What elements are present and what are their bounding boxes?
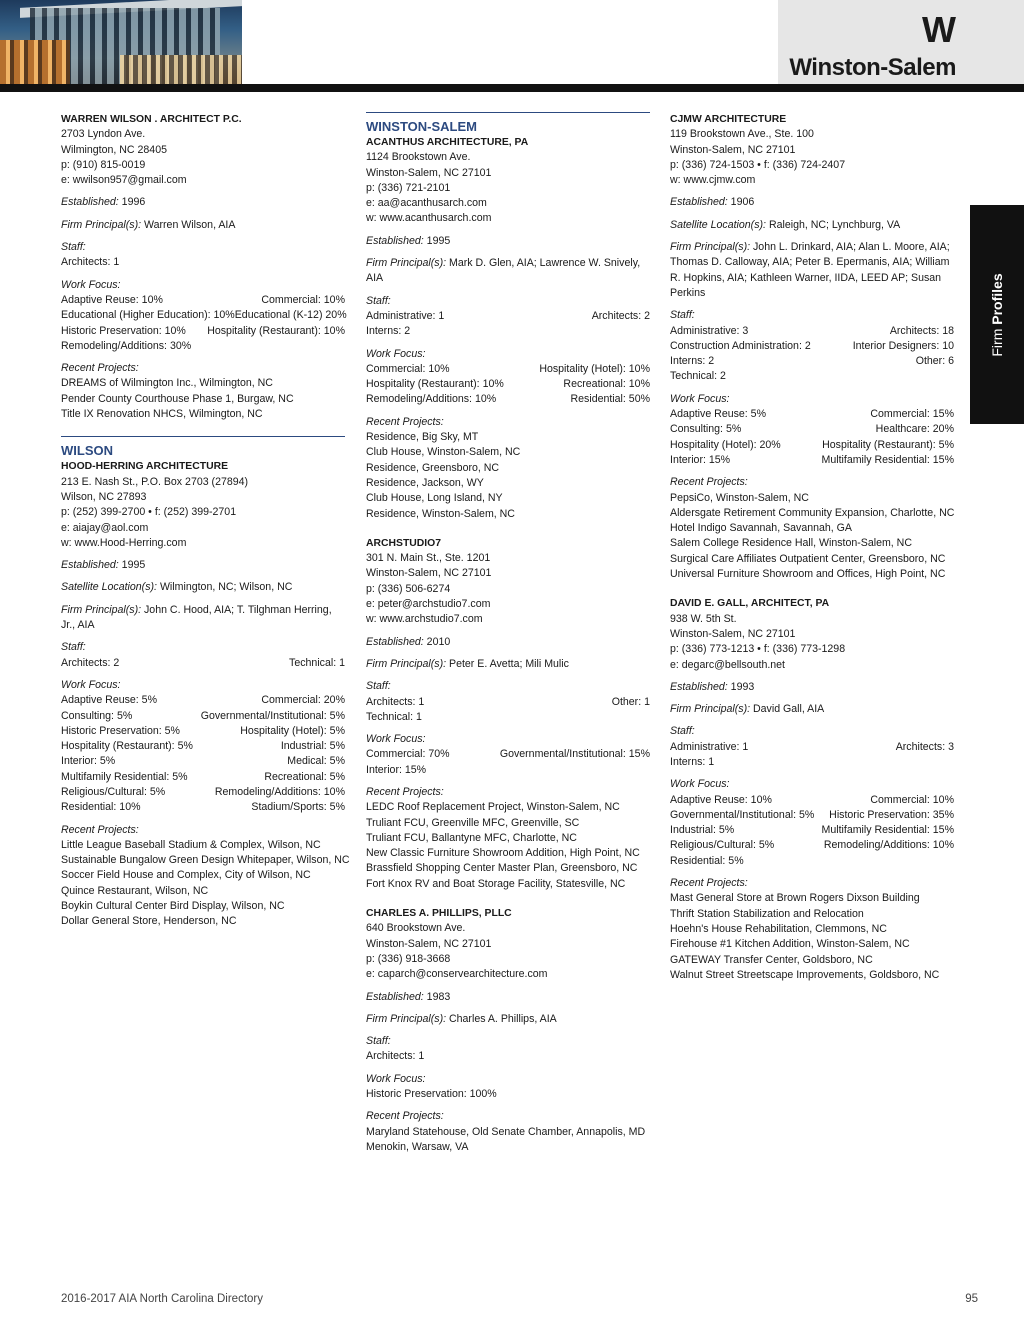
established-value: 1906 bbox=[730, 196, 755, 209]
work-focus-row bbox=[61, 724, 345, 739]
staff-row bbox=[366, 695, 650, 710]
work-focus-section bbox=[61, 278, 345, 354]
staff-label: Staff: bbox=[670, 725, 695, 738]
column-1 bbox=[61, 112, 350, 944]
staff-right: Other: 6 bbox=[915, 355, 954, 368]
staff-left: Interns: 2 bbox=[366, 325, 411, 338]
firm-entry bbox=[366, 536, 650, 892]
project-item: Club House, Long Island, NY bbox=[366, 492, 503, 505]
project-item: Truliant FCU, Ballantyne MFC, Charlotte, NC bbox=[366, 831, 577, 844]
project-item: Mast General Store at Brown Rogers Dixson Building bbox=[670, 892, 920, 905]
work-focus-row bbox=[670, 838, 954, 853]
column-2 bbox=[366, 112, 650, 1169]
work-focus-label: Work Focus: bbox=[61, 678, 121, 691]
established bbox=[366, 990, 650, 1005]
project-item: Hotel Indigo Savannah, Savannah, GA bbox=[670, 522, 852, 535]
project-item: Residence, Big Sky, MT bbox=[366, 431, 479, 444]
contact-line: w: www.archstudio7.com bbox=[366, 613, 483, 626]
contact-line: Winston-Salem, NC 27101 bbox=[670, 143, 796, 156]
contact-line: e: aa@acanthusarch.com bbox=[366, 197, 487, 210]
work-focus-right: Hospitality (Restaurant): 10% bbox=[207, 324, 345, 337]
staff-label: Staff: bbox=[61, 641, 86, 654]
contact-line: w: www.cjmw.com bbox=[670, 174, 756, 187]
project-item: Salem College Residence Hall, Winston-Salem, NC bbox=[670, 537, 912, 550]
work-focus-row bbox=[61, 770, 345, 785]
work-focus-left: Historic Preservation: 10% bbox=[61, 324, 186, 337]
work-focus-left: Hospitality (Restaurant): 5% bbox=[61, 740, 193, 753]
project-item: Quince Restaurant, Wilson, NC bbox=[61, 884, 209, 897]
work-focus-left: Adaptive Reuse: 5% bbox=[670, 408, 766, 421]
staff-row bbox=[366, 1049, 650, 1064]
recent-projects-section bbox=[670, 876, 954, 983]
firm-principals-label: Firm Principal(s): bbox=[670, 241, 751, 254]
project-item: Title IX Renovation NHCS, Wilmington, NC bbox=[61, 408, 263, 421]
work-focus-left: Interior: 5% bbox=[61, 755, 116, 768]
work-focus-left: Interior: 15% bbox=[670, 453, 731, 466]
work-focus-row bbox=[366, 377, 650, 392]
contact-line: p: (336) 721-2101 bbox=[366, 181, 451, 194]
project-item: PepsiCo, Winston-Salem, NC bbox=[670, 491, 809, 504]
recent-projects-label: Recent Projects: bbox=[61, 823, 139, 836]
established-value: 1995 bbox=[121, 559, 146, 572]
contact-line: Wilson, NC 27893 bbox=[61, 490, 147, 503]
work-focus-row bbox=[670, 808, 954, 823]
staff-section bbox=[61, 640, 345, 671]
recent-projects-section bbox=[670, 475, 954, 582]
contact-line: p: (336) 506-6274 bbox=[366, 582, 451, 595]
side-tab-word2: Profiles bbox=[989, 272, 1005, 325]
firm-principals-value: John C. Hood, AIA; T. Tilghman Herring, Jr., AIA bbox=[61, 603, 332, 632]
work-focus-label: Work Focus: bbox=[670, 778, 730, 791]
work-focus-right: Commercial: 10% bbox=[870, 793, 954, 806]
project-item: Residence, Winston-Salem, NC bbox=[366, 507, 515, 520]
staff-section bbox=[670, 308, 954, 384]
firm-entry bbox=[366, 906, 650, 1155]
work-focus-left: Religious/Cultural: 5% bbox=[670, 839, 775, 852]
firm-entry bbox=[61, 459, 350, 929]
firm-principals-value: Warren Wilson, AIA bbox=[144, 218, 236, 231]
work-focus-section bbox=[366, 347, 650, 408]
established bbox=[366, 234, 650, 249]
work-focus-row bbox=[670, 422, 954, 437]
contact-line: p: (252) 399-2700 • f: (252) 399-2701 bbox=[61, 506, 237, 519]
contact-line: p: (336) 918-3668 bbox=[366, 952, 451, 965]
staff-label: Staff: bbox=[366, 294, 391, 307]
firm-principals bbox=[366, 1012, 650, 1027]
contact-line: p: (910) 815-0019 bbox=[61, 158, 146, 171]
section-letter: W bbox=[922, 9, 956, 50]
work-focus-row bbox=[61, 308, 345, 323]
staff-section bbox=[61, 240, 345, 271]
project-item: Pender County Courthouse Phase 1, Burgaw, NC bbox=[61, 392, 294, 405]
work-focus-left: Multifamily Residential: 5% bbox=[61, 770, 188, 783]
project-item: Residence, Jackson, WY bbox=[366, 476, 484, 489]
established-value: 1995 bbox=[426, 234, 451, 247]
satellite-locations-label: Satellite Location(s): bbox=[670, 218, 766, 231]
work-focus-right: Multifamily Residential: 15% bbox=[821, 824, 954, 837]
staff-row bbox=[61, 656, 345, 671]
contact-line: e: wwilson957@gmail.com bbox=[61, 174, 187, 187]
contact-line: e: peter@archstudio7.com bbox=[366, 598, 491, 611]
firm-principals-label: Firm Principal(s): bbox=[670, 703, 751, 716]
firm-name: CJMW ARCHITECTURE bbox=[670, 114, 787, 125]
work-focus-left: Historic Preservation: 5% bbox=[61, 724, 180, 737]
project-item: Menokin, Warsaw, VA bbox=[366, 1140, 469, 1153]
work-focus-right: Hospitality (Hotel): 5% bbox=[240, 724, 345, 737]
established bbox=[670, 680, 954, 695]
recent-projects-label: Recent Projects: bbox=[366, 785, 444, 798]
work-focus-left: Hospitality (Restaurant): 10% bbox=[366, 378, 504, 391]
work-focus-row bbox=[670, 823, 954, 838]
work-focus-right: Medical: 5% bbox=[287, 755, 345, 768]
firm-principals-label: Firm Principal(s): bbox=[61, 218, 142, 231]
staff-row bbox=[670, 755, 954, 770]
work-focus-row bbox=[61, 324, 345, 339]
staff-label: Staff: bbox=[366, 680, 391, 693]
staff-left: Administrative: 1 bbox=[670, 740, 749, 753]
project-item: Universal Furniture Showroom and Offices, High Point, NC bbox=[670, 568, 946, 581]
contact-line: e: aiajay@aol.com bbox=[61, 521, 149, 534]
established-label: Established: bbox=[366, 234, 424, 247]
project-item: LEDC Roof Replacement Project, Winston-Salem, NC bbox=[366, 801, 620, 814]
firm-name: WARREN WILSON . ARCHITECT P.C. bbox=[61, 114, 242, 125]
work-focus-row bbox=[61, 693, 345, 708]
contact-line: 2703 Lyndon Ave. bbox=[61, 128, 146, 141]
established bbox=[670, 195, 954, 210]
work-focus-right: Hospitality (Hotel): 10% bbox=[539, 362, 650, 375]
project-item: Surgical Care Affiliates Outpatient Center, Greensboro, NC bbox=[670, 552, 946, 565]
firm-profiles-tab bbox=[970, 205, 1024, 424]
work-focus-row bbox=[670, 793, 954, 808]
work-focus-right: Remodeling/Additions: 10% bbox=[214, 785, 345, 798]
firm-principals-label: Firm Principal(s): bbox=[366, 1012, 447, 1025]
recent-projects-section bbox=[61, 823, 350, 930]
work-focus-row bbox=[61, 739, 345, 754]
project-item: Residence, Greensboro, NC bbox=[366, 461, 500, 474]
work-focus-right: Hospitality (Restaurant): 5% bbox=[822, 438, 954, 451]
project-item: New Classic Furniture Showroom Addition, High Point, NC bbox=[366, 847, 640, 860]
project-item: Fort Knox RV and Boat Storage Facility, Statesville, NC bbox=[366, 877, 626, 890]
work-focus-left: Adaptive Reuse: 5% bbox=[61, 694, 157, 707]
satellite-locations-value: Raleigh, NC; Lynchburg, VA bbox=[768, 218, 901, 231]
work-focus-right: Commercial: 15% bbox=[870, 408, 954, 421]
work-focus-right: Commercial: 20% bbox=[261, 694, 345, 707]
project-item: Little League Baseball Stadium & Complex, Wilson, NC bbox=[61, 838, 321, 851]
established-label: Established: bbox=[670, 196, 728, 209]
project-item: Brassfield Shopping Center Master Plan, Greensboro, NC bbox=[366, 862, 638, 875]
contact-line: 213 E. Nash St., P.O. Box 2703 (27894) bbox=[61, 475, 249, 488]
work-focus-row bbox=[670, 438, 954, 453]
work-focus-right: Historic Preservation: 35% bbox=[829, 808, 954, 821]
header-rule bbox=[0, 84, 1024, 92]
project-item: Sustainable Bungalow Green Design Whitepaper, Wilson, NC bbox=[61, 854, 350, 867]
work-focus-section bbox=[366, 1072, 650, 1103]
staff-right: Architects: 3 bbox=[895, 740, 954, 753]
established-label: Established: bbox=[366, 990, 424, 1003]
project-item: Hoehn's House Rehabilitation, Clemmons, NC bbox=[670, 922, 887, 935]
contact-line: p: (336) 724-1503 • f: (336) 724-2407 bbox=[670, 158, 846, 171]
work-focus-left: Adaptive Reuse: 10% bbox=[61, 293, 163, 306]
established-value: 1996 bbox=[121, 196, 146, 209]
work-focus-right: Remodeling/Additions: 10% bbox=[823, 839, 954, 852]
work-focus-left: Commercial: 70% bbox=[366, 748, 450, 761]
work-focus-right: Residential: 50% bbox=[570, 393, 650, 406]
staff-left: Technical: 1 bbox=[366, 710, 422, 723]
contact-line: p: (336) 773-1213 • f: (336) 773-1298 bbox=[670, 643, 846, 656]
work-focus-left: Governmental/Institutional: 5% bbox=[670, 808, 815, 821]
firm-principals bbox=[670, 702, 954, 717]
work-focus-right: Industrial: 5% bbox=[280, 740, 345, 753]
work-focus-row bbox=[366, 362, 650, 377]
contact-line: 1124 Brookstown Ave. bbox=[366, 151, 471, 164]
firm-principals bbox=[366, 256, 650, 287]
project-item: Dollar General Store, Henderson, NC bbox=[61, 915, 237, 928]
staff-right: Technical: 1 bbox=[289, 656, 345, 669]
work-focus-label: Work Focus: bbox=[670, 392, 730, 405]
established-value: 1983 bbox=[426, 990, 451, 1003]
work-focus-left: Residential: 5% bbox=[670, 854, 744, 867]
work-focus-left: Hospitality (Hotel): 20% bbox=[670, 438, 781, 451]
staff-left: Interns: 1 bbox=[670, 755, 715, 768]
work-focus-row bbox=[366, 763, 650, 778]
staff-section bbox=[366, 294, 650, 340]
staff-right: Architects: 18 bbox=[889, 324, 954, 337]
city-rule bbox=[366, 112, 650, 113]
staff-left: Interns: 2 bbox=[670, 355, 715, 368]
work-focus-row bbox=[366, 747, 650, 762]
work-focus-left: Residential: 10% bbox=[61, 801, 141, 814]
established-label: Established: bbox=[61, 196, 119, 209]
established bbox=[366, 635, 650, 650]
contact-line: Winston-Salem, NC 27101 bbox=[670, 627, 796, 640]
staff-row bbox=[366, 309, 650, 324]
firm-principals-label: Firm Principal(s): bbox=[61, 603, 142, 616]
work-focus-right: Stadium/Sports: 5% bbox=[251, 801, 345, 814]
recent-projects-section bbox=[366, 415, 650, 522]
contact-line: Winston-Salem, NC 27101 bbox=[366, 937, 492, 950]
firm-entry bbox=[670, 112, 954, 582]
firm-entry bbox=[670, 596, 954, 983]
staff-left: Construction Administration: 2 bbox=[670, 339, 811, 352]
staff-row bbox=[366, 710, 650, 725]
work-focus-left: Adaptive Reuse: 10% bbox=[670, 793, 772, 806]
work-focus-right: Governmental/Institutional: 5% bbox=[200, 709, 345, 722]
established-label: Established: bbox=[61, 559, 119, 572]
project-item: Firehouse #1 Kitchen Addition, Winston-Salem, NC bbox=[670, 938, 910, 951]
satellite-locations-value: Wilmington, NC; Wilson, NC bbox=[159, 581, 293, 594]
firm-principals-value: John L. Drinkard, AIA; Alan L. Moore, AIA; Thomas D. Calloway, AIA; Peter B. Epermanis, AIA; William R. Hopkins, AIA; Kathleen Warner, IIDA, LEED AP; Susan Perkins bbox=[670, 241, 950, 299]
contact-line: 119 Brookstown Ave., Ste. 100 bbox=[670, 128, 814, 141]
work-focus-left: Commercial: 10% bbox=[366, 362, 450, 375]
recent-projects-section bbox=[61, 361, 345, 422]
project-item: Aldersgate Retirement Community Expansion, Charlotte, NC bbox=[670, 506, 955, 519]
firm-name: ARCHSTUDIO7 bbox=[366, 537, 442, 549]
staff-section bbox=[670, 724, 954, 770]
work-focus-right: Governmental/Institutional: 15% bbox=[499, 748, 650, 761]
firm-name: CHARLES A. PHILLIPS, PLLC bbox=[366, 908, 512, 920]
satellite-locations bbox=[670, 218, 954, 233]
city-rule bbox=[61, 436, 345, 437]
project-item: GATEWAY Transfer Center, Goldsboro, NC bbox=[670, 953, 873, 966]
firm-name: ACANTHUS ARCHITECTURE, PA bbox=[366, 137, 529, 148]
work-focus-section bbox=[670, 777, 954, 869]
staff-row bbox=[670, 740, 954, 755]
established-label: Established: bbox=[670, 680, 728, 693]
staff-left: Architects: 2 bbox=[61, 656, 120, 669]
work-focus-section bbox=[61, 678, 345, 816]
project-item: Club House, Winston-Salem, NC bbox=[366, 446, 521, 459]
contact-line: e: caparch@conservearchitecture.com bbox=[366, 968, 548, 981]
work-focus-row bbox=[670, 854, 954, 869]
staff-right: Interior Designers: 10 bbox=[852, 339, 954, 352]
firm-principals-value: Mark D. Glen, AIA; Lawrence W. Snively, AIA bbox=[366, 257, 641, 285]
established-label: Established: bbox=[366, 635, 424, 648]
work-focus-row bbox=[61, 754, 345, 769]
staff-left: Architects: 1 bbox=[61, 256, 120, 269]
work-focus-label: Work Focus: bbox=[366, 347, 426, 360]
work-focus-section bbox=[366, 732, 650, 778]
firm-principals-label: Firm Principal(s): bbox=[366, 657, 447, 670]
staff-row bbox=[670, 369, 954, 384]
recent-projects-label: Recent Projects: bbox=[366, 415, 444, 428]
work-focus-row bbox=[61, 293, 345, 308]
staff-left: Administrative: 1 bbox=[366, 309, 445, 322]
staff-left: Technical: 2 bbox=[670, 370, 726, 383]
staff-section bbox=[366, 679, 650, 725]
work-focus-left: Remodeling/Additions: 10% bbox=[366, 393, 497, 406]
header-building-photo bbox=[0, 0, 242, 84]
established-value: 1993 bbox=[730, 680, 755, 693]
recent-projects-section bbox=[366, 1109, 650, 1155]
work-focus-row bbox=[61, 709, 345, 724]
staff-row bbox=[366, 324, 650, 339]
recent-projects-label: Recent Projects: bbox=[670, 476, 748, 489]
section-letter-box bbox=[778, 0, 1024, 84]
recent-projects-label: Recent Projects: bbox=[61, 362, 139, 375]
staff-right: Architects: 2 bbox=[591, 309, 650, 322]
firm-principals-value: Charles A. Phillips, AIA bbox=[449, 1012, 557, 1025]
firm-principals bbox=[61, 218, 345, 233]
firm-principals-value: David Gall, AIA bbox=[753, 703, 825, 716]
staff-row bbox=[670, 354, 954, 369]
project-item: Boykin Cultural Center Bird Display, Wilson, NC bbox=[61, 900, 285, 913]
project-item: Thrift Station Stabilization and Relocation bbox=[670, 907, 864, 920]
city-heading-winston-salem: WINSTON-SALEM bbox=[366, 119, 477, 134]
contact-line: 938 W. 5th St. bbox=[670, 612, 737, 625]
footer-directory-title: 2016-2017 AIA North Carolina Directory bbox=[61, 1293, 263, 1305]
firm-name: DAVID E. GALL, ARCHITECT, PA bbox=[670, 598, 830, 610]
work-focus-row bbox=[670, 453, 954, 468]
project-item: Maryland Statehouse, Old Senate Chamber, Annapolis, MD bbox=[366, 1125, 646, 1138]
city-heading-wilson: WILSON bbox=[61, 443, 113, 459]
work-focus-row bbox=[670, 407, 954, 422]
work-focus-row bbox=[366, 392, 650, 407]
contact-line: 640 Brookstown Ave. bbox=[366, 922, 466, 935]
work-focus-row bbox=[366, 1087, 650, 1102]
work-focus-left: Religious/Cultural: 5% bbox=[61, 785, 166, 798]
staff-label: Staff: bbox=[61, 241, 86, 254]
work-focus-right: Healthcare: 20% bbox=[875, 423, 954, 436]
firm-principals bbox=[670, 240, 954, 301]
recent-projects-section bbox=[366, 785, 650, 892]
staff-row bbox=[61, 255, 345, 270]
staff-left: Architects: 1 bbox=[366, 1050, 425, 1063]
work-focus-label: Work Focus: bbox=[366, 733, 426, 746]
staff-label: Staff: bbox=[366, 1035, 391, 1048]
firm-entry bbox=[61, 112, 345, 422]
work-focus-right: Commercial: 10% bbox=[261, 293, 345, 306]
established bbox=[61, 195, 345, 210]
work-focus-row bbox=[61, 800, 345, 815]
work-focus-left: Historic Preservation: 100% bbox=[366, 1088, 497, 1101]
staff-right: Other: 1 bbox=[611, 695, 650, 708]
firm-name: HOOD-HERRING ARCHITECTURE bbox=[61, 461, 229, 473]
work-focus-left: Remodeling/Additions: 30% bbox=[61, 339, 192, 352]
project-item: DREAMS of Wilmington Inc., Wilmington, NC bbox=[61, 377, 273, 390]
contact-line: Winston-Salem, NC 27101 bbox=[366, 567, 492, 580]
staff-left: Architects: 1 bbox=[366, 695, 425, 708]
side-tab-word1: Firm bbox=[989, 328, 1005, 357]
firm-principals-label: Firm Principal(s): bbox=[366, 257, 447, 270]
contact-line: w: www.Hood-Herring.com bbox=[61, 536, 187, 549]
contact-line: e: degarc@bellsouth.net bbox=[670, 658, 786, 671]
work-focus-left: Educational (Higher Education): 10% bbox=[61, 309, 235, 322]
firm-principals-value: Peter E. Avetta; Mili Mulic bbox=[449, 657, 569, 670]
firm-entry bbox=[366, 135, 650, 522]
work-focus-row bbox=[61, 339, 345, 354]
column-3 bbox=[670, 112, 954, 997]
work-focus-label: Work Focus: bbox=[366, 1072, 426, 1085]
satellite-locations-label: Satellite Location(s): bbox=[61, 581, 157, 594]
contact-line: w: www.acanthusarch.com bbox=[366, 212, 492, 225]
footer-page-number: 95 bbox=[965, 1293, 978, 1305]
contact-line: Wilmington, NC 28405 bbox=[61, 143, 167, 156]
work-focus-left: Interior: 15% bbox=[366, 763, 427, 776]
section-city-title: Winston-Salem bbox=[789, 54, 956, 81]
staff-row bbox=[670, 324, 954, 339]
staff-label: Staff: bbox=[670, 309, 695, 322]
contact-line: Winston-Salem, NC 27101 bbox=[366, 166, 492, 179]
work-focus-right: Multifamily Residential: 15% bbox=[821, 453, 954, 466]
project-item: Truliant FCU, Greenville MFC, Greenville, SC bbox=[366, 816, 580, 829]
work-focus-label: Work Focus: bbox=[61, 278, 121, 291]
work-focus-left: Consulting: 5% bbox=[670, 423, 742, 436]
recent-projects-label: Recent Projects: bbox=[366, 1110, 444, 1123]
work-focus-section bbox=[670, 392, 954, 468]
work-focus-right: Recreational: 10% bbox=[563, 378, 650, 391]
staff-left: Administrative: 3 bbox=[670, 324, 749, 337]
recent-projects-label: Recent Projects: bbox=[670, 877, 748, 890]
project-item: Soccer Field House and Complex, City of Wilson, NC bbox=[61, 869, 311, 882]
work-focus-row bbox=[61, 785, 345, 800]
staff-row bbox=[670, 339, 954, 354]
firm-principals bbox=[366, 657, 650, 672]
satellite-locations bbox=[61, 580, 345, 595]
contact-line: 301 N. Main St., Ste. 1201 bbox=[366, 552, 491, 565]
work-focus-right: Educational (K-12) 20% bbox=[234, 309, 347, 322]
work-focus-right: Recreational: 5% bbox=[264, 770, 345, 783]
established-value: 2010 bbox=[426, 635, 451, 648]
staff-section bbox=[366, 1034, 650, 1065]
established bbox=[61, 558, 345, 573]
work-focus-left: Industrial: 5% bbox=[670, 824, 735, 837]
project-item: Walnut Street Streetscape Improvements, Goldsboro, NC bbox=[670, 968, 940, 981]
work-focus-left: Consulting: 5% bbox=[61, 709, 133, 722]
firm-principals bbox=[61, 603, 345, 634]
